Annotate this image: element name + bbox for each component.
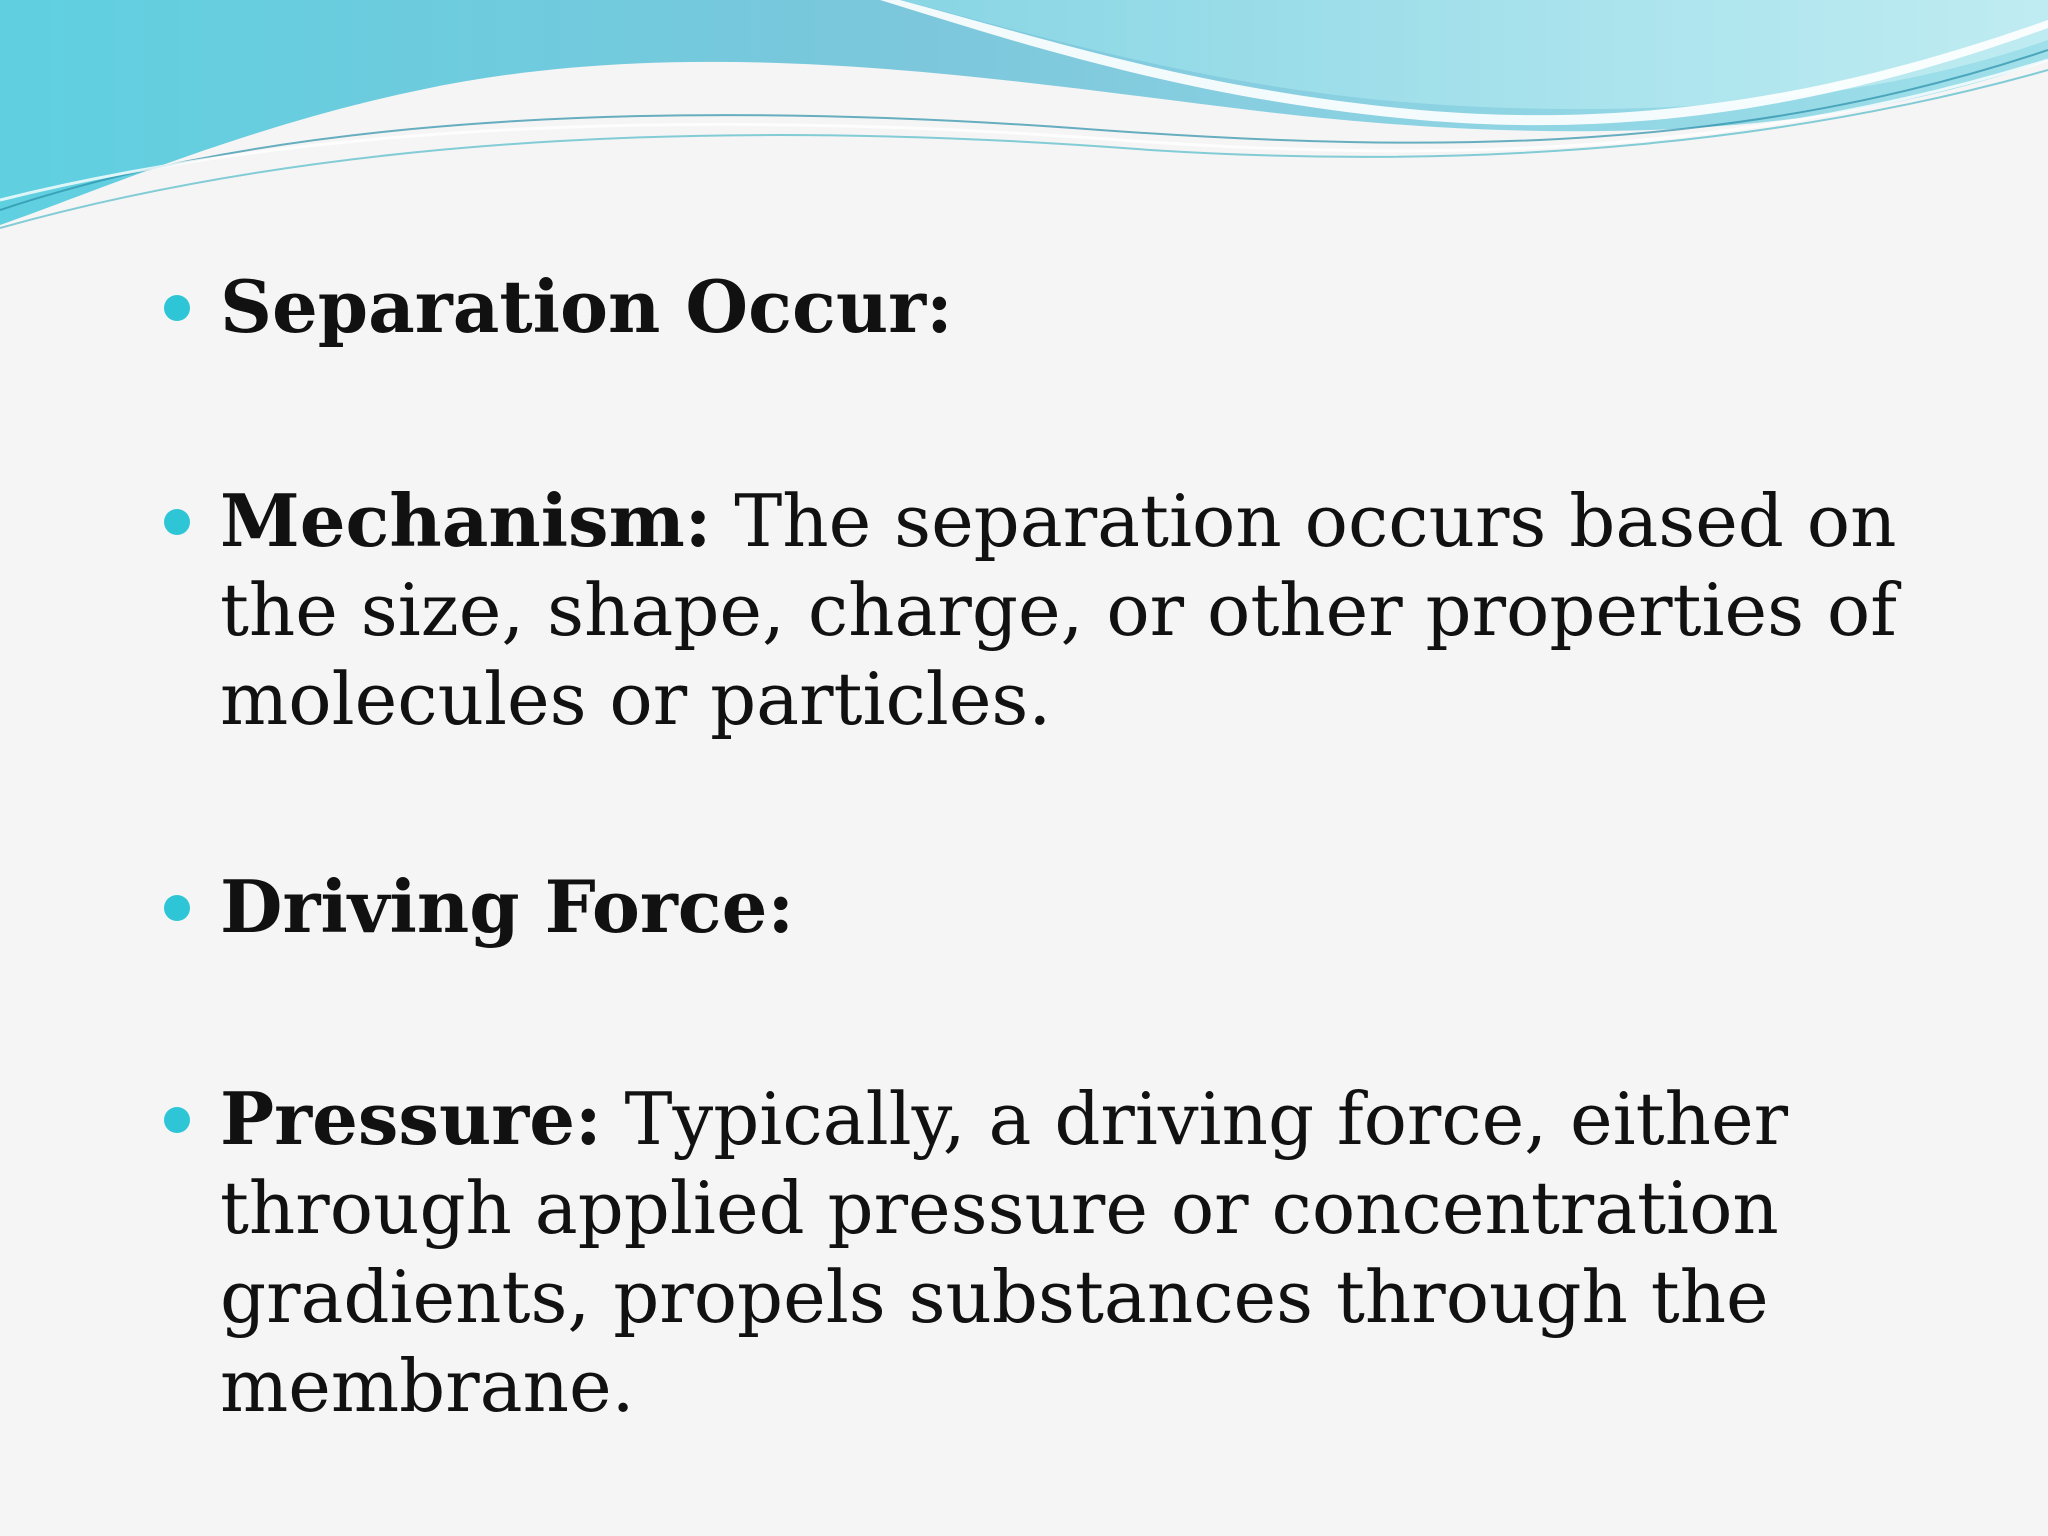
- bullet-dot-icon: [164, 1107, 190, 1133]
- bullet-dot-icon: [164, 509, 190, 535]
- bullet-separation-occur: [160, 262, 1980, 352]
- bullet-label: Driving Force:: [220, 864, 795, 949]
- bullet-label: Separation Occur:: [220, 264, 953, 349]
- bullet-driving-force: [160, 862, 1980, 952]
- bullet-label: Mechanism:: [220, 478, 712, 563]
- bullet-mechanism: [160, 476, 1980, 744]
- bullet-dot-icon: [164, 295, 190, 321]
- bullet-text: The separation occurs based on the size, shape, charge, or other properties of molecules or particles.: [220, 479, 1897, 741]
- bullet-label: Pressure:: [220, 1076, 602, 1161]
- bullet-dot-icon: [164, 895, 190, 921]
- bullet-pressure: [160, 1074, 1980, 1431]
- decorative-wave-header: [0, 0, 2048, 240]
- bullet-text: Typically, a driving force, either through applied pressure or concentration gradients, propels substances through the membrane.: [220, 1077, 1789, 1428]
